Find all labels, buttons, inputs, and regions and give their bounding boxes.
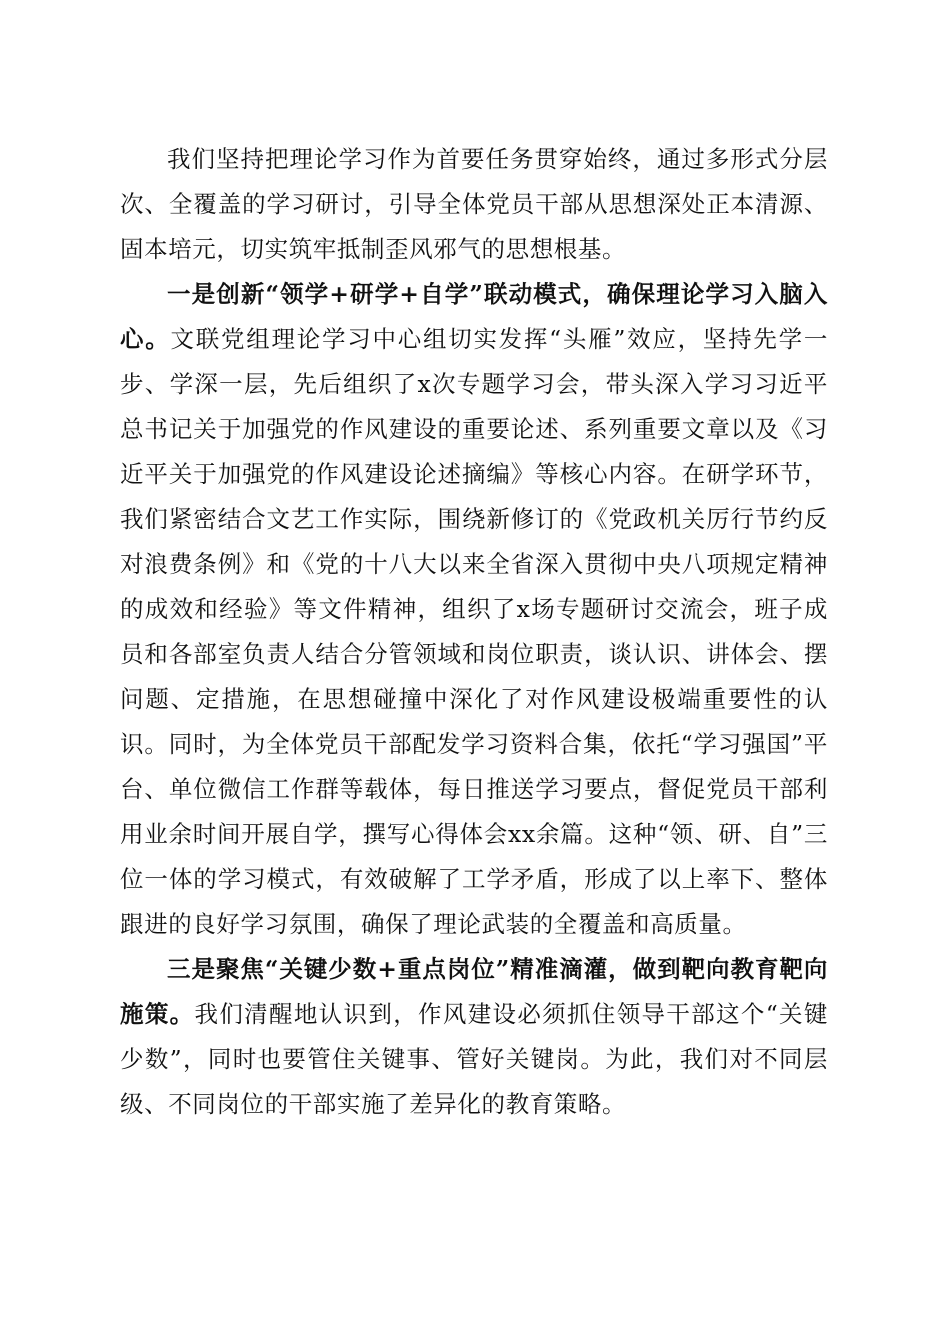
document-body — [120, 137, 828, 1127]
paragraph-point-one — [120, 272, 828, 947]
paragraph-text: 我们坚持把理论学习作为首要任务贯穿始终，通过多形式分层次、全覆盖的学习研讨，引导全体党员干部从思想深处正本清源、固本培元，切实筑牢抵制歪风邪气的思想根基。 — [120, 145, 828, 263]
paragraph-text: 文联党组理论学习中心组切实发挥“头雁”效应，坚持先学一步、学深一层，先后组织了x次专题学习会，带头深入学习习近平总书记关于加强党的作风建设的重要论述、系列重要文章以及《习近平关于加强党的作风建设论述摘编》等核心内容。在研学环节，我们紧密结合文艺工作实际，围绕新修订的《党政机关厉行节约反对浪费条例》和《党的十八大以来全省深入贯彻中央八项规定精神的成效和经验》等文件精神，组织了x场专题研讨交流会，班子成员和各部室负责人结合分管领域和岗位职责，谈认识、讲体会、摆问题、定措施，在思想碰撞中深化了对作风建设极端重要性的认识。同时，为全体党员干部配发学习资料合集，依托“学习强国”平台、单位微信工作群等载体，每日推送学习要点，督促党员干部利用业余时间开展自学，撰写心得体会xx余篇。这种“领、研、自”三位一体的学习模式，有效破解了工学矛盾，形成了以上率下、整体跟进的良好学习氛围，确保了理论武装的全覆盖和高质量。 — [120, 325, 828, 938]
paragraph-text: 我们清醒地认识到，作风建设必须抓住领导干部这个“关键少数”，同时也要管住关键事、管好关键岗。为此，我们对不同层级、不同岗位的干部实施了差异化的教育策略。 — [120, 1000, 828, 1118]
paragraph-intro — [120, 137, 828, 272]
paragraph-lead: 一是创新“领学+研学+自学”联动模式，确保理论学习入脑入心。 — [120, 280, 828, 353]
paragraph-point-three — [120, 947, 828, 1127]
paragraph-lead: 三是聚焦“关键少数+重点岗位”精准滴灌，做到靶向教育靶向施策。 — [120, 955, 828, 1028]
